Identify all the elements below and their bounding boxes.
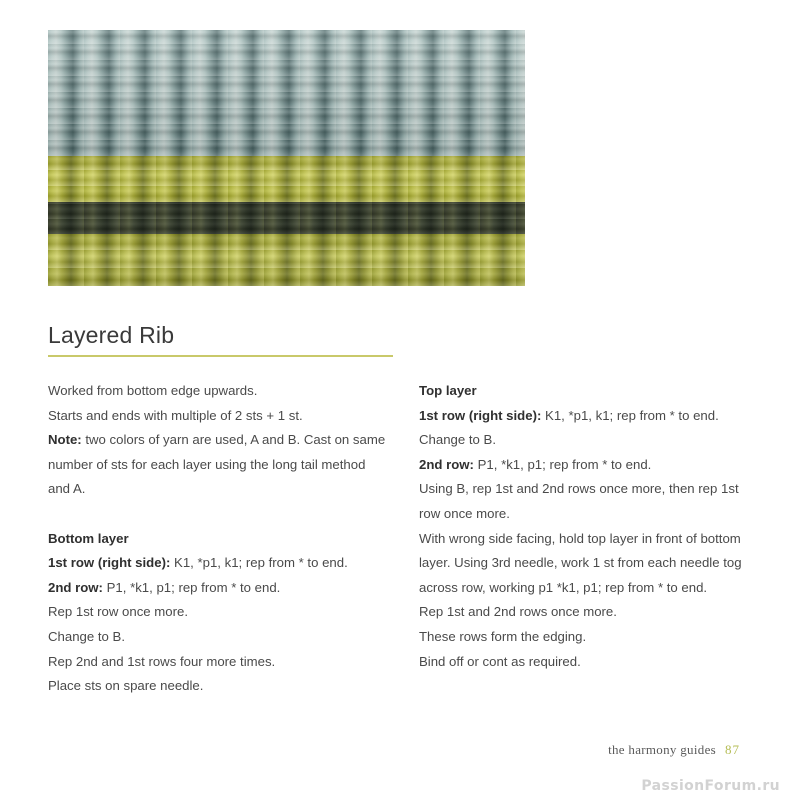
swatch-band-top-layer-rib <box>48 30 525 156</box>
note-label: Note: <box>48 432 82 448</box>
intro-line: Starts and ends with multiple of 2 sts + 1 st. <box>48 407 303 423</box>
instruction-line: Change to B. <box>48 628 125 644</box>
top-layer-row1 <box>419 404 769 429</box>
instruction-line: These rows form the edging. <box>419 628 587 644</box>
instruction-line: across row, working p1 *k1, p1; rep from * to end. <box>419 579 708 595</box>
row2-label: 2nd row: <box>419 456 474 472</box>
row1-label: 1st row (right side): <box>419 407 542 423</box>
row1-text: K1, *p1, k1; rep from * to end. <box>170 555 348 571</box>
intro-line: Worked from bottom edge upwards. <box>48 383 258 398</box>
instruction-line: layer. Using 3rd needle, work 1 st from each needle tog <box>419 555 742 571</box>
bottom-layer-row2 <box>48 576 408 601</box>
swatch-band-olive-upper <box>48 156 525 202</box>
page-title: Layered Rib <box>48 322 175 348</box>
swatch-band-shadow-stripe <box>48 202 525 234</box>
change-to-b-line: Change to B. <box>419 432 496 448</box>
page-footer <box>608 742 740 758</box>
bottom-layer-section <box>48 527 408 699</box>
top-layer-heading: Top layer <box>419 383 477 398</box>
note-line-text: number of sts for each layer using the long tail method <box>48 456 366 472</box>
paragraph-spacer <box>48 502 408 527</box>
top-layer-section <box>419 379 769 674</box>
row2-text: P1, *k1, p1; rep from * to end. <box>102 579 281 595</box>
bottom-layer-row1 <box>48 551 408 576</box>
right-text-column <box>419 379 769 674</box>
note-paragraph <box>48 428 408 502</box>
intro-paragraph <box>48 379 408 428</box>
instruction-line: row once more. <box>419 505 510 521</box>
instruction-line: Place sts on spare needle. <box>48 678 204 694</box>
footer-page-number: 87 <box>725 742 740 757</box>
footer-book-title: the harmony guides <box>608 742 716 757</box>
instruction-line: Bind off or cont as required. <box>419 653 581 669</box>
title-divider-rule <box>48 355 393 357</box>
row1-text: K1, *p1, k1; rep from * to end. <box>541 407 719 423</box>
row1-label: 1st row (right side): <box>48 555 171 571</box>
note-line-text: two colors of yarn are used, A and B. Cast on same <box>81 432 386 448</box>
row2-text: P1, *k1, p1; rep from * to end. <box>473 456 652 472</box>
instruction-line: Rep 1st and 2nd rows once more. <box>419 604 617 620</box>
bottom-layer-heading: Bottom layer <box>48 530 129 546</box>
instruction-line: Rep 2nd and 1st rows four more times. <box>48 653 276 669</box>
left-text-column <box>48 379 408 699</box>
row2-label: 2nd row: <box>48 579 103 595</box>
site-watermark: PassionForum.ru <box>641 778 780 794</box>
note-first-line <box>48 428 408 453</box>
top-layer-row2 <box>419 453 769 478</box>
instruction-line: With wrong side facing, hold top layer in front of bottom <box>419 530 741 546</box>
knitting-swatch-photo <box>48 30 525 286</box>
instruction-line: Rep 1st row once more. <box>48 604 188 620</box>
swatch-band-olive-lower <box>48 234 525 286</box>
instruction-line: Using B, rep 1st and 2nd rows once more, then rep 1st <box>419 481 739 497</box>
note-line-text: and A. <box>48 481 86 497</box>
